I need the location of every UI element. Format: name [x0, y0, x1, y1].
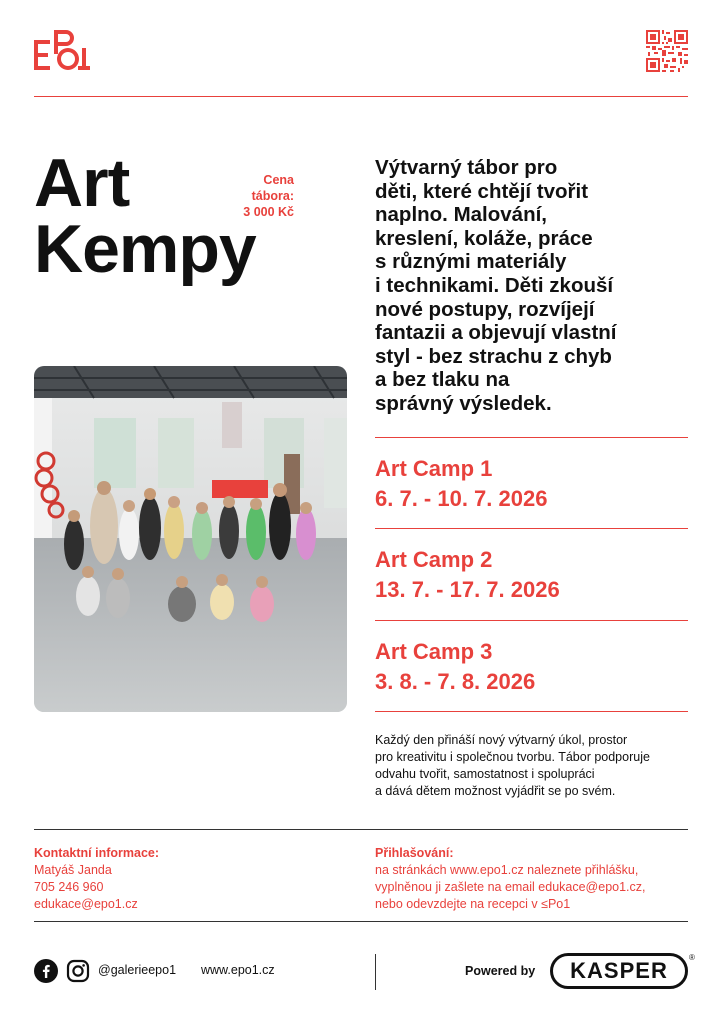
price-value: 3 000 Kč [243, 205, 294, 219]
camp-3-dates: 3. 8. - 7. 8. 2026 [375, 669, 536, 694]
intro-line: naplno. Malování, [375, 203, 547, 227]
intro-line: Výtvarný tábor pro [375, 156, 558, 179]
registration-line-1: na stránkách www.epo1.cz naleznete přihlášku, [375, 863, 639, 877]
camp-divider [375, 711, 688, 712]
intro-text [375, 156, 695, 416]
footer-divider [34, 921, 688, 922]
camp-2-dates: 13. 7. - 17. 7. 2026 [375, 577, 560, 602]
camp-2 [375, 545, 560, 605]
camp-1 [375, 454, 547, 514]
website-link[interactable]: www.epo1.cz [201, 963, 275, 977]
camp-3 [375, 637, 535, 697]
header-divider [34, 96, 688, 97]
intro-line: i technikami. Děti zkouší [375, 273, 614, 297]
contact-phone[interactable]: 705 246 960 [34, 880, 104, 894]
intro-line: správný výsledek. [375, 391, 552, 415]
intro-line: kreslení, koláže, práce [375, 226, 593, 250]
footer-vertical-divider [375, 954, 376, 990]
title-line-1: Art [34, 145, 130, 221]
camp-divider [375, 437, 688, 438]
camp-1-name: Art Camp 1 [375, 456, 493, 481]
title-line-2: Kempy [34, 211, 256, 287]
contact-heading: Kontaktní informace: [34, 846, 160, 860]
contact-top-divider [34, 829, 688, 830]
intro-line: děti, které chtějí tvořit [375, 179, 589, 203]
social-handle[interactable]: @galerieepo1 [98, 963, 177, 977]
facebook-icon[interactable] [34, 958, 58, 984]
registration-line-3: nebo odevzdejte na recepci v ≤Po1 [375, 897, 571, 911]
powered-by-label: Powered by [465, 964, 536, 978]
qr-code-icon[interactable] [646, 30, 688, 72]
camp-description [375, 732, 695, 800]
camp-divider [375, 528, 688, 529]
group-photo [34, 366, 347, 712]
intro-line: styl - bez strachu z chyb [375, 344, 612, 368]
contact-email[interactable]: edukace@epo1.cz [34, 897, 138, 911]
price-info [214, 172, 294, 220]
epo1-logo-icon [34, 30, 96, 74]
description-line: pro kreativitu i společnou tvorbu. Tábor podporuje [375, 750, 650, 764]
kasper-logo-text: KASPER [570, 958, 668, 983]
camp-divider [375, 620, 688, 621]
registration-heading: Přihlašování: [375, 846, 454, 860]
description-line: a dává dětem možnost vyjádřit se po svém. [375, 784, 616, 798]
registered-mark: ® [689, 953, 695, 962]
price-label-1: Cena [263, 173, 294, 187]
instagram-icon[interactable] [66, 958, 90, 984]
intro-line: nové postupy, rozvíjejí [375, 297, 595, 321]
camp-1-dates: 6. 7. - 10. 7. 2026 [375, 486, 548, 511]
price-label-2: tábora: [251, 189, 294, 203]
intro-line: s různými materiály [375, 250, 567, 274]
description-line: Každý den přináší nový výtvarný úkol, prostor [375, 733, 628, 747]
intro-line: fantazii a objevují vlastní [375, 321, 617, 345]
camp-3-name: Art Camp 3 [375, 639, 493, 664]
registration-line-2: vyplněnou ji zašlete na email edukace@epo1.cz, [375, 880, 646, 894]
intro-line: a bez tlaku na [375, 368, 510, 392]
camp-2-name: Art Camp 2 [375, 547, 493, 572]
kasper-logo [550, 953, 688, 989]
contact-name: Matyáš Janda [34, 863, 112, 877]
description-line: odvahu tvořit, samostatnost i spolupráci [375, 767, 595, 781]
